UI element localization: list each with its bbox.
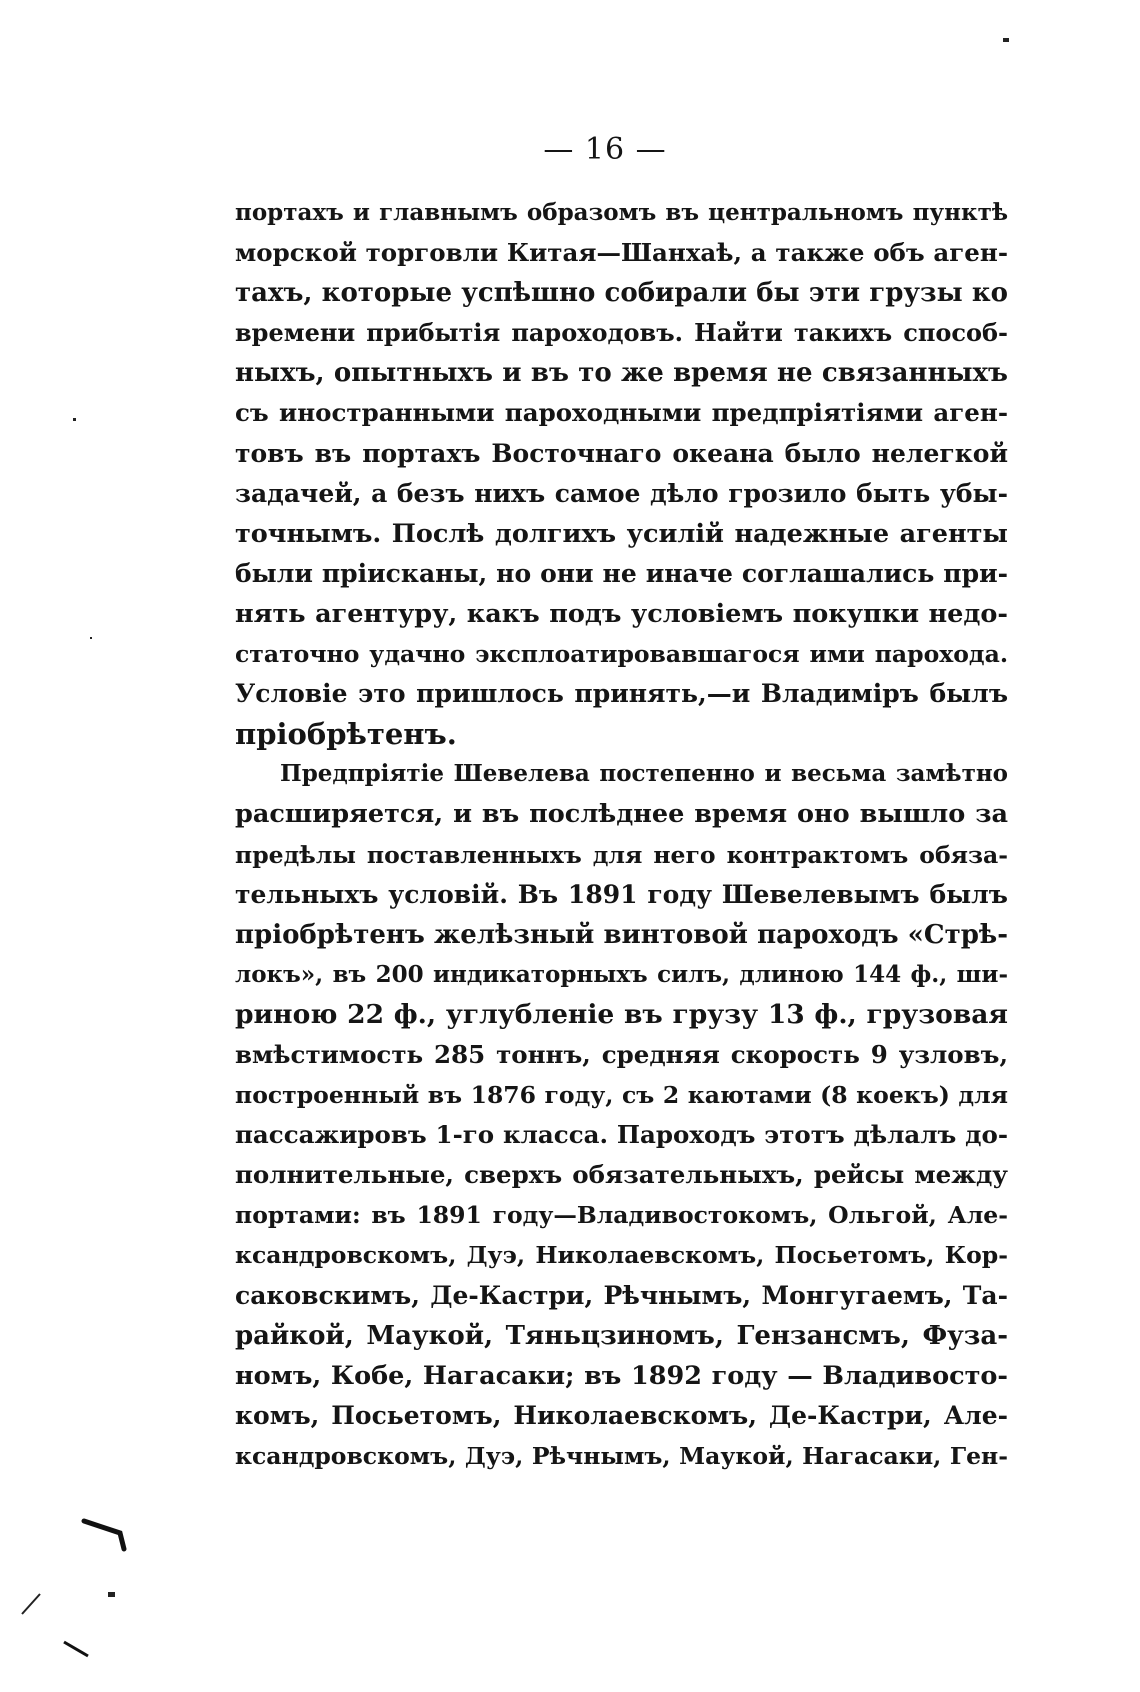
text-line: пріобрѣтенъ. [235,717,457,752]
text-line: комъ, Посьетомъ, Николаевскомъ, Де-Кастри, Але- [235,1400,1008,1430]
text-line: тахъ, которые успѣшно собирали бы эти грузы ко [235,278,1008,309]
text-line: предѣлы поставленныхъ для него контрактомъ обяза- [235,840,1008,869]
scan-speck [90,637,92,639]
text-line: Предпріятіе Шевелева постепенно и весьма замѣтно [280,760,1008,788]
text-line: расширяется, и въ послѣднее время оно вышло за [235,799,1008,830]
text-line: пріобрѣтенъ желѣзный винтовой пароходъ «Стрѣ- [235,919,1008,950]
text-line: вмѣстимость 285 тоннъ, средняя скорость 9 узловъ, [235,1039,1008,1069]
scan-scratch [62,1640,92,1660]
text-line: пассажировъ 1-го класса. Пароходъ этотъ дѣлалъ до- [235,1120,1008,1150]
scan-speck [108,1592,115,1597]
scan-scratch [18,1588,48,1618]
text-line: райкой, Маукой, Тяньцзиномъ, Гензансмъ, Фуза- [235,1320,1008,1351]
text-line: ныхъ, опытныхъ и въ то же время не связанныхъ [235,358,1008,389]
text-line: съ иностранными пароходными предпріятіями аген- [235,398,1008,428]
page-number: — 16 — [543,132,667,167]
text-line: построенный въ 1876 году, съ 2 каютами (8 коекъ) для [235,1081,1008,1110]
text-line: саковскимъ, Де-Кастри, Рѣчнымъ, Монгугаемъ, Та- [235,1280,1008,1310]
text-line: времени прибытія пароходовъ. Найти такихъ способ- [235,318,1008,348]
text-line: локъ», въ 200 индикаторныхъ силъ, длиною 144 ф., ши- [235,960,1008,988]
text-line: номъ, Кобе, Нагасаки; въ 1892 году — Владивосто- [235,1360,1008,1391]
text-line: портахъ и главнымъ образомъ въ центральномъ пунктѣ [235,199,1008,226]
text-line: нять агентуру, какъ подъ условіемъ покупки недо- [235,598,1008,629]
text-line: задачей, а безъ нихъ самое дѣло грозило быть убы- [235,478,1008,508]
text-line: тельныхъ условій. Въ 1891 году Шевелевымъ былъ [235,879,1008,909]
text-line: морской торговли Китая—Шанхаѣ, а также объ аген- [235,238,1008,268]
text-line: ксандровскомъ, Дуэ, Николаевскомъ, Посьетомъ, Кор- [235,1241,1008,1270]
body-text [235,193,1008,1476]
text-line: точнымъ. Послѣ долгихъ усилій надежные агенты [235,518,1008,549]
text-line: товъ въ портахъ Восточнаго океана было нелегкой [235,438,1008,468]
scan-scratch [80,1515,130,1565]
text-line: были пріисканы, но они не иначе соглашались при- [235,558,1008,588]
scan-speck [1003,38,1009,42]
text-line: риною 22 ф., углубленіе въ грузу 13 ф., грузовая [235,998,1008,1030]
text-line: портами: въ 1891 году—Владивостокомъ, Ольгой, Але- [235,1201,1008,1230]
text-line: ксандровскомъ, Дуэ, Рѣчнымъ, Маукой, Нагасаки, Ген- [235,1441,1008,1470]
text-line: полнительные, сверхъ обязательныхъ, рейсы между [235,1160,1008,1190]
scan-speck [73,418,76,421]
text-line: статочно удачно эксплоатировавшагося ими парохода. [235,640,1008,669]
text-line: Условіе это пришлось принять,—и Владиміръ былъ [235,679,1008,709]
